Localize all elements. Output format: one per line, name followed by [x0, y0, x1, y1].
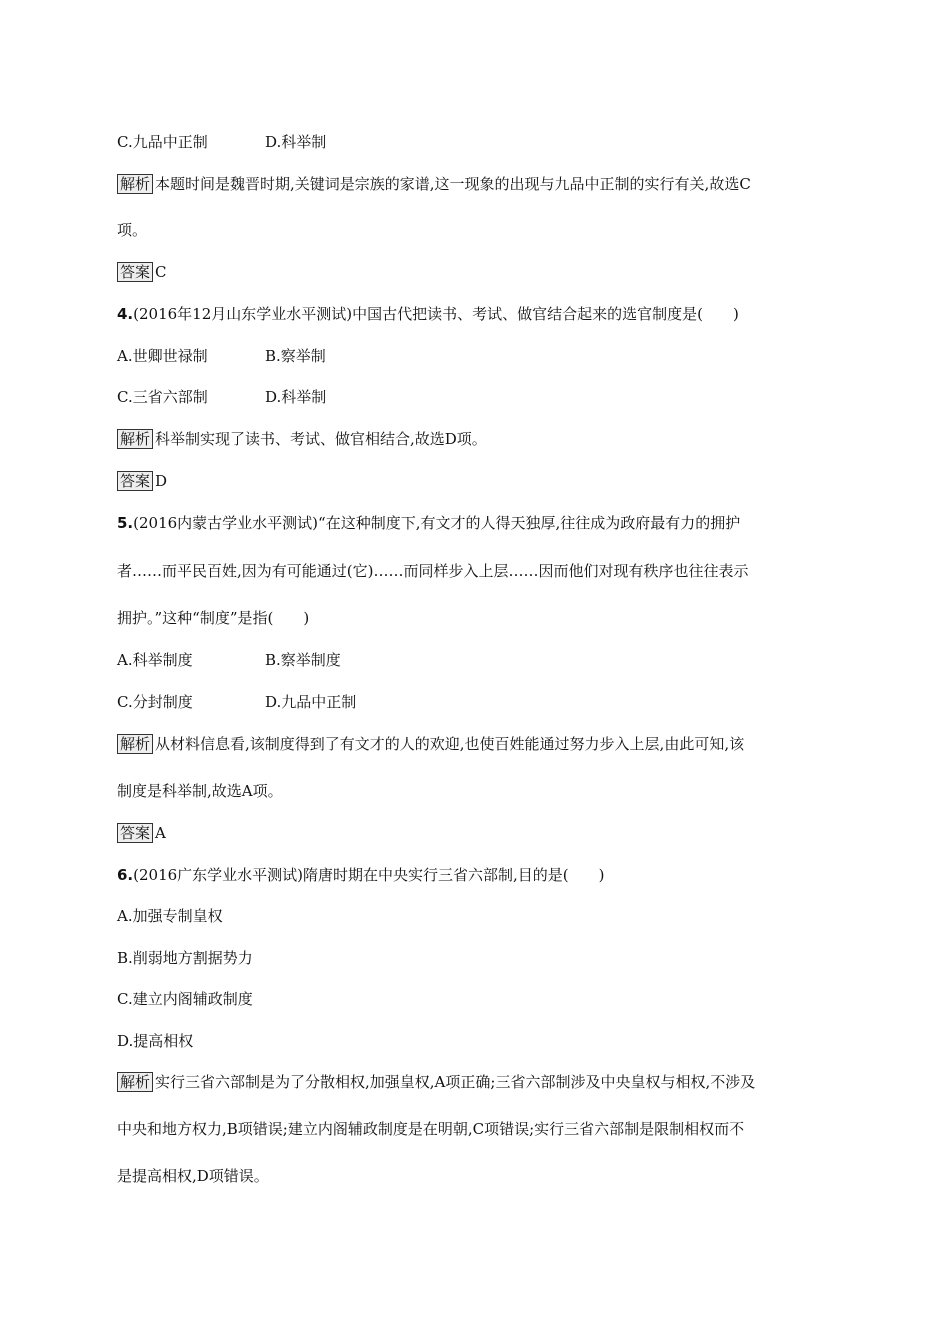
q6-option-c: C.建立内阁辅政制度 — [117, 990, 253, 1008]
q6-option-a: A.加强专制皇权 — [117, 907, 223, 925]
q5-analysis-cont — [117, 780, 840, 802]
q4-options-ab — [117, 345, 840, 367]
q3-option-c: C.九品中正制 — [117, 133, 208, 151]
q3-answer-value: C — [155, 263, 167, 281]
q4-stem-text: (2016年12月山东学业水平测试)中国古代把读书、考试、做官结合起来的选官制度是( ) — [133, 305, 739, 323]
q6-number: 6. — [117, 866, 134, 884]
q5-answer — [117, 822, 840, 844]
q4-option-b: B.察举制 — [265, 347, 326, 365]
q4-option-a: A.世卿世禄制 — [117, 347, 208, 365]
q6-option-a-line — [117, 905, 840, 927]
q4-analysis-text-1: 科举制实现了读书、考试、做官相结合,故选D项。 — [155, 430, 487, 448]
q5-stem-cont-2 — [117, 607, 840, 629]
q6-option-d-line — [117, 1030, 840, 1052]
analysis-tag: 解析 — [117, 429, 153, 449]
q5-analysis-text-2: 制度是科举制,故选A项。 — [117, 782, 283, 800]
q5-option-b: B.察举制度 — [265, 651, 341, 669]
q5-analysis-text-1: 从材料信息看,该制度得到了有文才的人的欢迎,也使百姓能通过努力步入上层,由此可知,该 — [155, 735, 745, 753]
q5-options-ab — [117, 649, 840, 671]
q6-option-b-line — [117, 947, 840, 969]
q6-option-d: D.提高相权 — [117, 1032, 194, 1050]
q5-option-a: A.科举制度 — [117, 651, 193, 669]
answer-tag: 答案 — [117, 471, 153, 491]
q5-answer-value: A — [155, 824, 166, 842]
q3-option-d: D.科举制 — [265, 133, 327, 151]
q4-answer — [117, 470, 840, 492]
q6-analysis — [117, 1071, 840, 1093]
q5-option-d: D.九品中正制 — [265, 693, 357, 711]
q4-number: 4. — [117, 305, 134, 323]
q5-option-c: C.分封制度 — [117, 693, 193, 711]
q4-stem — [117, 303, 840, 325]
q6-stem-text: (2016广东学业水平测试)隋唐时期在中央实行三省六部制,目的是( ) — [133, 866, 605, 884]
answer-tag: 答案 — [117, 823, 153, 843]
q3-answer — [117, 261, 840, 283]
q6-option-b: B.削弱地方割据势力 — [117, 949, 253, 967]
q6-stem — [117, 864, 840, 886]
q5-stem — [117, 512, 840, 534]
q4-analysis — [117, 428, 840, 450]
q5-stem-text-3: 拥护。”这种“制度”是指( ) — [117, 609, 310, 627]
q3-analysis-text-1: 本题时间是魏晋时期,关键词是宗族的家谱,这一现象的出现与九品中正制的实行有关,故选C — [155, 175, 751, 193]
answer-tag: 答案 — [117, 262, 153, 282]
analysis-tag: 解析 — [117, 734, 153, 754]
q3-options-cd — [117, 131, 840, 153]
q3-analysis — [117, 173, 840, 195]
q5-stem-cont-1 — [117, 560, 840, 582]
q4-option-d: D.科举制 — [265, 388, 327, 406]
q5-analysis — [117, 733, 840, 755]
q6-analysis-text-3: 是提高相权,D项错误。 — [117, 1167, 269, 1185]
q6-analysis-text-2: 中央和地方权力,B项错误;建立内阁辅政制度是在明朝,C项错误;实行三省六部制是限制相权而不 — [117, 1120, 745, 1138]
q4-answer-value: D — [155, 472, 168, 490]
q5-number: 5. — [117, 514, 134, 532]
q4-option-c: C.三省六部制 — [117, 388, 208, 406]
q4-options-cd — [117, 386, 840, 408]
q6-option-c-line — [117, 988, 840, 1010]
q5-options-cd — [117, 691, 840, 713]
analysis-tag: 解析 — [117, 174, 153, 194]
analysis-tag: 解析 — [117, 1072, 153, 1092]
q3-analysis-text-2: 项。 — [117, 221, 148, 239]
q6-analysis-text-1: 实行三省六部制是为了分散相权,加强皇权,A项正确;三省六部制涉及中央皇权与相权,不涉及 — [155, 1073, 756, 1091]
q5-stem-text-1: (2016内蒙古学业水平测试)“在这种制度下,有文才的人得天独厚,往往成为政府最有力的拥护 — [133, 514, 741, 532]
q3-analysis-cont — [117, 219, 840, 241]
q5-stem-text-2: 者……而平民百姓,因为有可能通过(它)……而同样步入上层……因而他们对现有秩序也往往表示 — [117, 562, 749, 580]
q6-analysis-cont-2 — [117, 1165, 840, 1187]
q6-analysis-cont-1 — [117, 1118, 840, 1140]
